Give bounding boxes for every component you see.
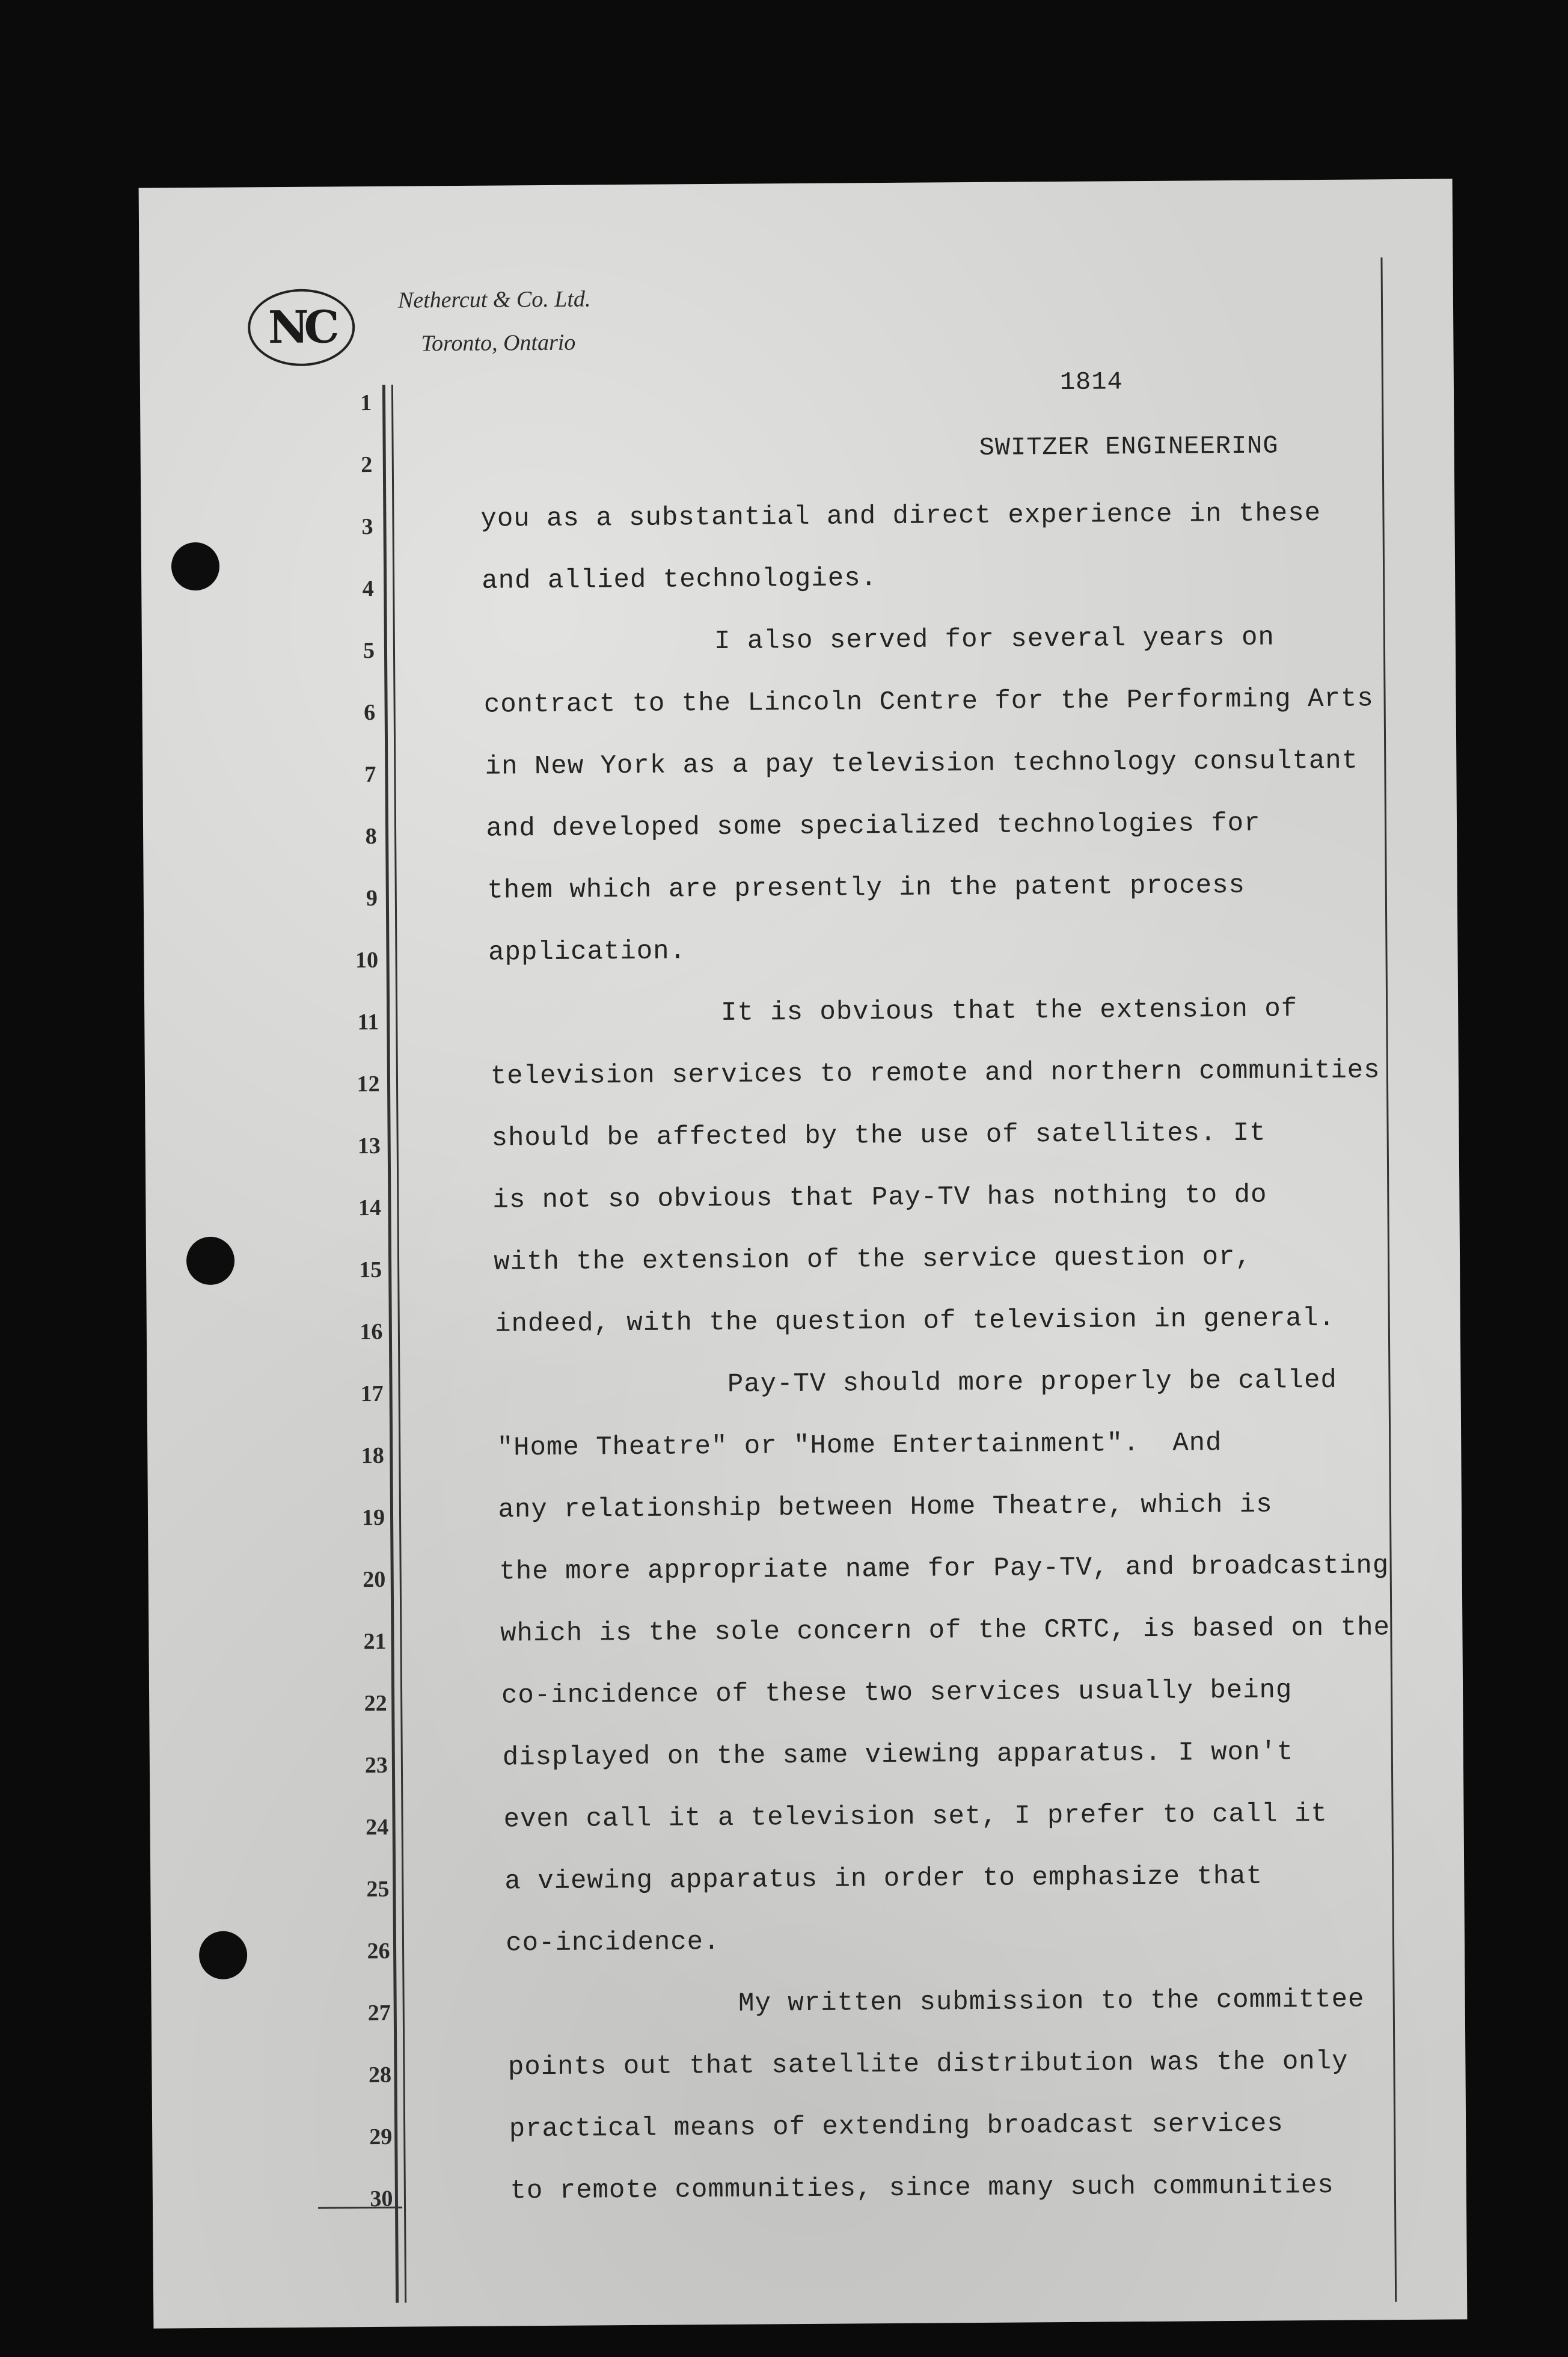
transcript-line: is not so obvious that Pay-TV has nothing to do: [492, 1180, 1267, 1216]
transcript-line: co-incidence.: [506, 1926, 720, 1959]
line-number: 20: [363, 1566, 386, 1593]
punch-hole-top: [171, 542, 220, 591]
line-number: 14: [358, 1195, 382, 1221]
line-number: 11: [357, 1009, 379, 1035]
transcript-line: My written submission to the committee: [738, 1984, 1365, 2019]
firm-name: Nethercut & Co. Ltd.: [397, 286, 591, 313]
transcript-page: [139, 179, 1468, 2328]
firm-location: Toronto, Ontario: [421, 329, 576, 357]
line-number: 13: [357, 1133, 381, 1159]
line-number: 30: [370, 2186, 393, 2212]
line-number: 2: [361, 452, 373, 478]
line-number: 18: [361, 1442, 384, 1469]
transcript-line: I also served for several years on: [714, 622, 1275, 657]
line-number: 12: [357, 1071, 380, 1097]
transcript-line: the more appropriate name for Pay-TV, and broadcasting: [499, 1551, 1389, 1587]
transcript-line: a viewing apparatus in order to emphasize that: [504, 1861, 1263, 1897]
line-number: 6: [364, 699, 376, 726]
line-number: 21: [363, 1628, 387, 1655]
transcript-line: should be affected by the use of satellites. It: [491, 1118, 1266, 1154]
transcript-line: It is obvious that the extension of: [720, 994, 1298, 1028]
transcript-line: points out that satellite distribution was the only: [507, 2046, 1349, 2083]
line-number: 3: [361, 513, 373, 540]
punch-hole-bottom: [199, 1931, 248, 1979]
line-number: 25: [366, 1876, 390, 1902]
transcript-line: which is the sole concern of the CRTC, is based on the: [500, 1613, 1391, 1649]
transcript-line: television services to remote and northern communities: [490, 1055, 1380, 1092]
line-number: 5: [363, 637, 375, 664]
line-number: 28: [368, 2062, 392, 2088]
line-number: 7: [364, 761, 376, 788]
transcript-line: you as a substantial and direct experience in these: [480, 498, 1321, 535]
line-number: 4: [362, 575, 374, 602]
line-number: 10: [355, 947, 379, 973]
transcript-line: and developed some specialized technologies for: [486, 808, 1261, 844]
transcript-line: application.: [488, 936, 687, 968]
transcript-line: with the extension of the service question or,: [494, 1242, 1252, 1278]
line-number: 9: [366, 885, 378, 912]
line-number: 8: [365, 823, 377, 850]
transcript-line: them which are presently in the patent process: [487, 870, 1246, 906]
line-number: 27: [367, 2000, 391, 2026]
transcript-line: even call it a television set, I prefer to call it: [503, 1798, 1328, 1835]
line-number: 1: [360, 390, 372, 416]
page-number: 1814: [1059, 367, 1123, 397]
line-number: 23: [364, 1752, 388, 1779]
transcript-line: in New York as a pay television technology consultant: [485, 746, 1359, 782]
transcript-line: and allied technologies.: [482, 563, 878, 596]
transcript-line: "Home Theatre" or "Home Entertainment". And: [497, 1428, 1222, 1464]
transcript-line: Pay-TV should more properly be called: [727, 1365, 1338, 1400]
speaker-heading: SWITZER ENGINEERING: [979, 431, 1279, 462]
line-number: 15: [359, 1257, 382, 1283]
line-number: 19: [361, 1504, 385, 1531]
line-number: 26: [367, 1938, 390, 1964]
transcript-line: co-incidence of these two services usually being: [501, 1675, 1293, 1711]
line-number: 22: [364, 1690, 387, 1717]
line-number: 16: [360, 1319, 383, 1345]
transcript-line: any relationship between Home Theatre, which is: [498, 1489, 1273, 1525]
firm-logo: NC: [248, 289, 355, 366]
transcript-line: displayed on the same viewing apparatus. I won't: [502, 1737, 1294, 1773]
line-number: 24: [365, 1814, 389, 1841]
margin-rule-right: [1380, 257, 1397, 2302]
punch-hole-middle: [186, 1237, 235, 1286]
transcript-line: contract to the Lincoln Centre for the Performing Arts: [483, 684, 1374, 720]
transcript-line: to remote communities, since many such communities: [510, 2170, 1334, 2207]
line-number: 29: [369, 2124, 393, 2150]
line-number: 17: [360, 1381, 384, 1407]
transcript-line: indeed, with the question of television in general.: [494, 1303, 1335, 1340]
transcript-line: practical means of extending broadcast services: [509, 2109, 1284, 2145]
